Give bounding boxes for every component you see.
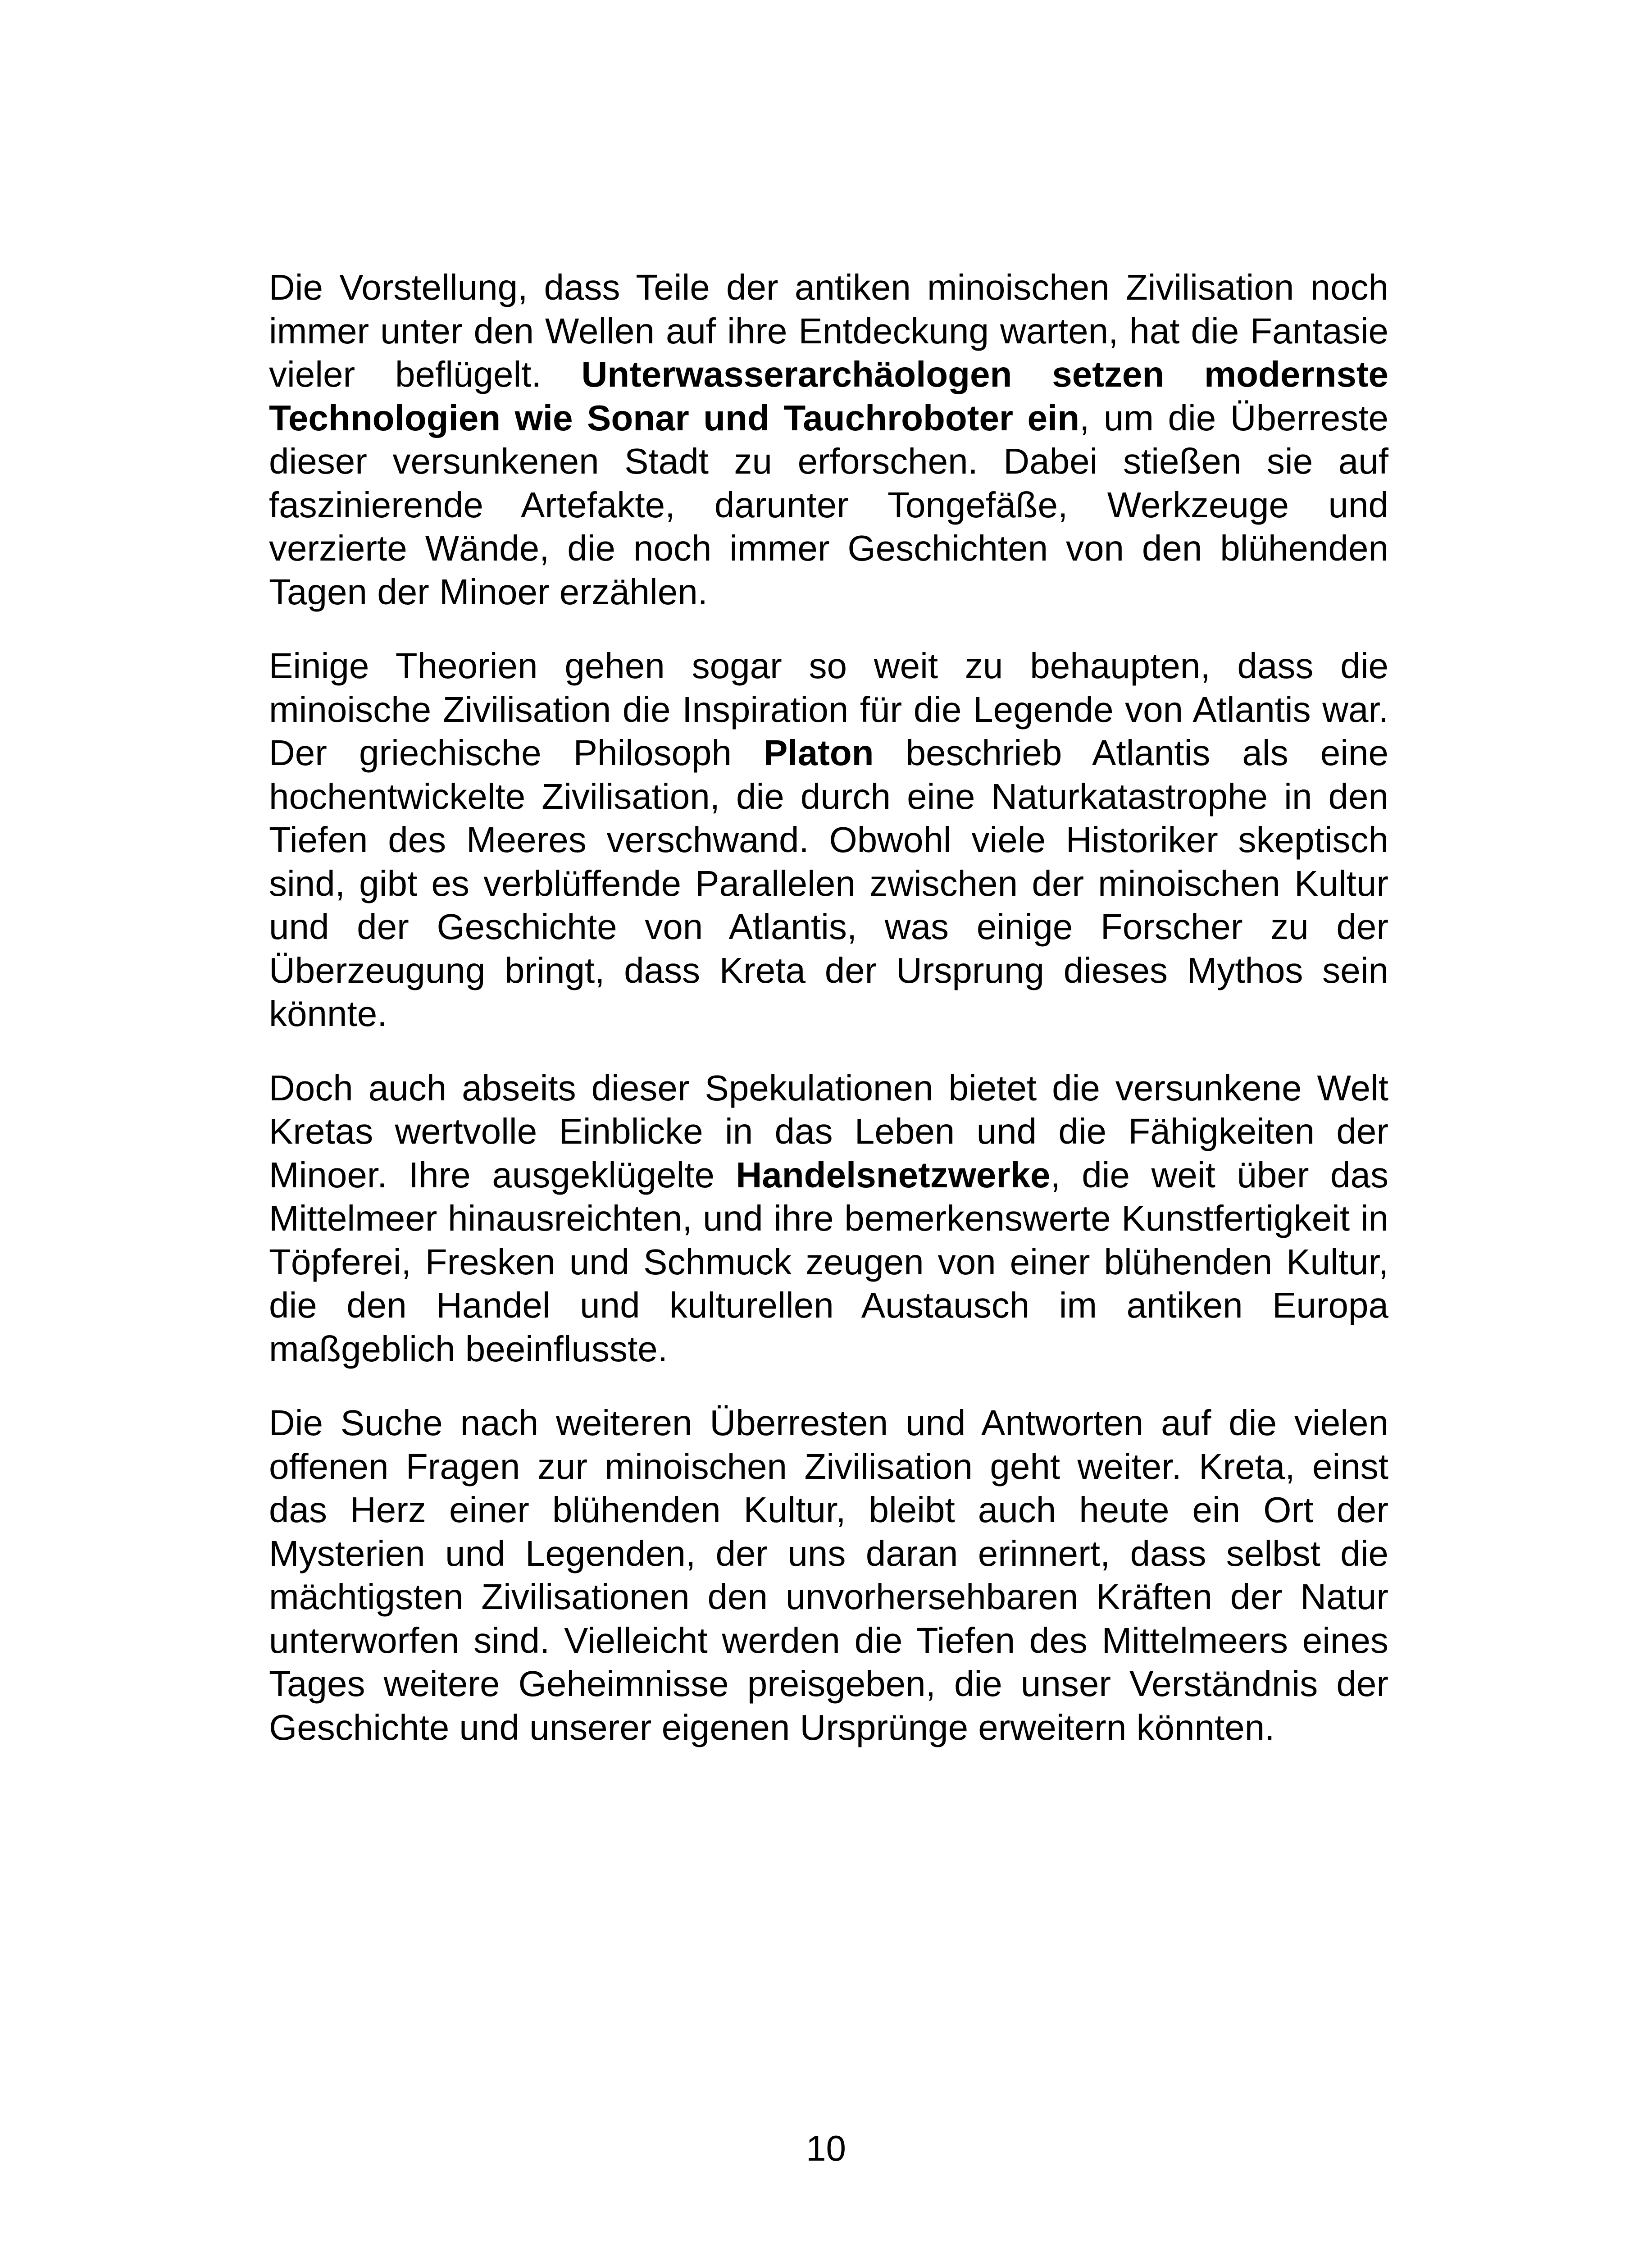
paragraph-3-text-2: , die weit über das Mittelmeer hinausreichten, und ihre bemerkenswerte Kunstfertigkeit in Töpferei, Fresken und Schmuck zeugen von einer blühenden Kultur, die den Handel und kulturellen Austausch im antiken Europa maßgeblich beeinflusste. bbox=[269, 1154, 1388, 1369]
paragraph-2-bold-text: Platon bbox=[764, 733, 874, 773]
paragraph-2-text-2: beschrieb Atlantis als eine hochentwickelte Zivilisation, die durch eine Naturkatastrophe in den Tiefen des Meeres verschwand. Obwohl viele Historiker skeptisch sind, gibt es verblüffende Parallelen zwischen der minoischen Kultur und der Geschichte von Atlantis, was einige Forscher zu der Überzeugung bringt, dass Kreta der Ursprung dieses Mythos sein könnte. bbox=[269, 733, 1388, 1034]
paragraph-2-text-1: Einige Theorien gehen sogar so weit zu behaupten, dass die minoische Zivilisation die Inspiration für die Legende von Atlantis war. Der griechische Philosoph bbox=[269, 646, 1388, 773]
paragraph-4-text-1: Die Suche nach weiteren Überresten und Antworten auf die vielen offenen Fragen zur minoischen Zivilisation geht weiter. Kreta, einst das Herz einer blühenden Kultur, bleibt auch heute ein Ort der Mysterien und Legenden, der uns daran erinnert, dass selbst die mächtigsten Zivilisationen den unvorhersehbaren Kräften der Natur unterworfen sind. Vielleicht werden die Tiefen des Mittelmeers eines Tages weitere Geheimnisse preisgeben, die unser Verständnis der Geschichte und unserer eigenen Ursprünge erweitern könnten. bbox=[269, 1403, 1388, 1747]
body-text bbox=[269, 266, 1388, 1780]
paragraph-2 bbox=[269, 644, 1388, 1036]
paragraph-1-text-1: Die Vorstellung, dass Teile der antiken minoischen Zivilisation noch immer unter den Wellen auf ihre Entdeckung warten, hat die Fantasie vieler beflügelt. bbox=[269, 267, 1388, 394]
paragraph-4 bbox=[269, 1401, 1388, 1749]
paragraph-1-text-2: , um die Überreste dieser versunkenen Stadt zu erforschen. Dabei stießen sie auf faszinierende Artefakte, darunter Tongefäße, Werkzeuge und verzierte Wände, die noch immer Geschichten von den blühenden Tagen der Minoer erzählen. bbox=[269, 397, 1388, 612]
paragraph-3 bbox=[269, 1067, 1388, 1371]
paragraph-3-bold-text: Handelsnetzwerke bbox=[736, 1154, 1051, 1195]
paragraph-1-bold-text: Unterwasserarchäologen setzen modernste Technologien wie Sonar und Tauchroboter ein bbox=[269, 354, 1388, 438]
page-number: 10 bbox=[806, 2128, 846, 2168]
paragraph-1 bbox=[269, 266, 1388, 614]
paragraph-3-text-1: Doch auch abseits dieser Spekulationen bietet die versunkene Welt Kretas wertvolle Einblicke in das Leben und die Fähigkeiten der Minoer. Ihre ausgeklügelte bbox=[269, 1067, 1388, 1195]
